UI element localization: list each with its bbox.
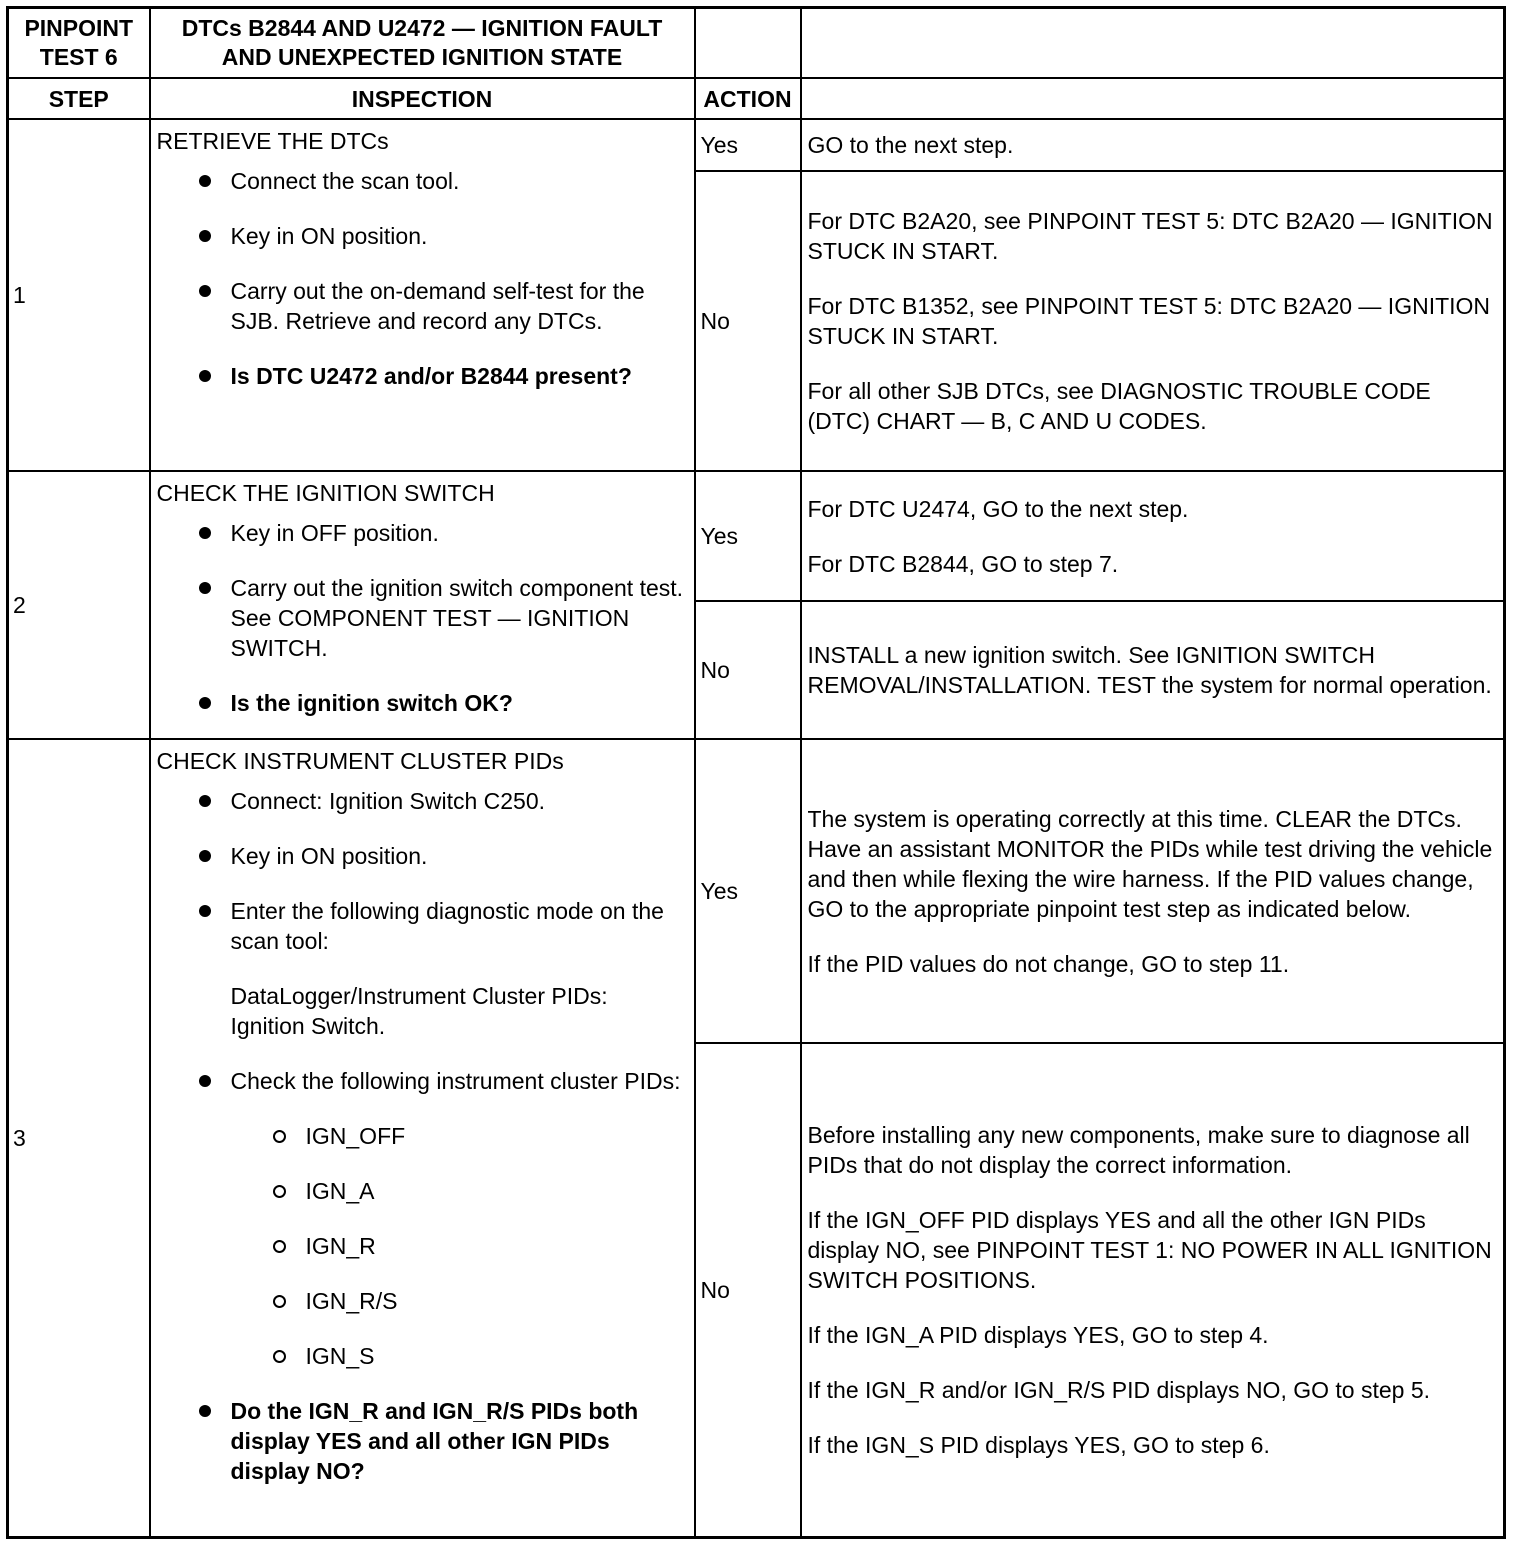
col-action-header: ACTION <box>695 78 801 119</box>
bullet-list <box>157 166 688 391</box>
answer-no: No <box>695 1043 801 1537</box>
action-yes <box>801 739 1505 1043</box>
list-item: Connect the scan tool. <box>231 166 688 196</box>
action-text: If the IGN_OFF PID displays YES and all the other IGN PIDs display NO, see PINPOINT TEST 1: NO POWER IN ALL IGNITION SWITCH POSITIONS. <box>807 1206 1492 1293</box>
action-text: If the IGN_S PID displays YES, GO to step 6. <box>807 1431 1270 1458</box>
circle-bullet-icon <box>273 1185 286 1198</box>
bullet-dot-icon <box>199 905 211 917</box>
list-item: Key in OFF position. <box>231 518 688 548</box>
pid-item: IGN_A <box>306 1176 688 1206</box>
action-text: The system is operating correctly at this time. CLEAR the DTCs. Have an assistant MONITOR the PIDs while test driving the vehicle and then while flexing the wire harness. If the PID values change, GO to the appropriate pinpoint test step as indicated below. <box>807 805 1493 922</box>
step-title: CHECK INSTRUMENT CLUSTER PIDs <box>156 748 564 774</box>
action-text: For DTC B2A20, see PINPOINT TEST 5: DTC B2A20 — IGNITION STUCK IN START. <box>807 208 1493 264</box>
action-text: For all other SJB DTCs, see DIAGNOSTIC TROUBLE CODE (DTC) CHART — B, C AND U CODES. <box>807 378 1431 434</box>
action-yes <box>801 119 1505 171</box>
list-item: Check the following instrument cluster PIDs: IGN_OFF IGN_A IGN_R IGN_R/S IGN_S <box>231 1066 688 1371</box>
answer-yes: Yes <box>695 119 801 171</box>
list-item: Key in ON position. <box>231 841 688 871</box>
bullet-list <box>157 518 688 718</box>
answer-yes: Yes <box>695 471 801 601</box>
step-number: 3 <box>8 739 150 1537</box>
answer-no: No <box>695 601 801 739</box>
pid-item: IGN_S <box>306 1341 688 1371</box>
list-item: Enter the following diagnostic mode on the scan tool: DataLogger/Instrument Cluster PIDs: Ignition Switch. <box>231 896 688 1041</box>
pinpoint-test-table <box>6 6 1506 1539</box>
mode-detail: DataLogger/Instrument Cluster PIDs: Ignition Switch. <box>230 983 608 1039</box>
test-title: DTCs B2844 AND U2472 — IGNITION FAULT AND UNEXPECTED IGNITION STATE <box>150 8 695 79</box>
action-text: For DTC B1352, see PINPOINT TEST 5: DTC B2A20 — IGNITION STUCK IN START. <box>807 293 1491 349</box>
list-item: Carry out the on-demand self-test for the SJB. Retrieve and record any DTCs. <box>231 276 688 336</box>
header-empty-action <box>695 8 801 79</box>
answer-yes: Yes <box>695 739 801 1043</box>
bullet-dot-icon <box>199 527 211 539</box>
action-text: If the PID values do not change, GO to step 11. <box>807 950 1290 977</box>
test-label: PINPOINT TEST 6 <box>8 8 150 79</box>
header-row-title <box>8 8 1505 79</box>
action-text: If the IGN_A PID displays YES, GO to step 4. <box>807 1321 1269 1348</box>
action-no <box>801 601 1505 739</box>
step-question: Is DTC U2472 and/or B2844 present? <box>231 361 688 391</box>
action-text: INSTALL a new ignition switch. See IGNITION SWITCH REMOVAL/INSTALLATION. TEST the system for normal operation. <box>807 642 1492 698</box>
action-text: GO to the next step. <box>807 132 1014 158</box>
bullet-list <box>157 786 688 1486</box>
step-question: Do the IGN_R and IGN_R/S PIDs both display YES and all other IGN PIDs display NO? <box>231 1396 688 1486</box>
step-2-yes-row <box>8 471 1505 601</box>
step-question: Is the ignition switch OK? <box>231 688 688 718</box>
bullet-dot-icon <box>199 850 211 862</box>
bullet-dot-icon <box>199 1405 211 1417</box>
col-inspection-header: INSPECTION <box>150 78 695 119</box>
bullet-dot-icon <box>199 175 211 187</box>
step-number: 1 <box>8 119 150 471</box>
bullet-dot-icon <box>199 370 211 382</box>
header-row-columns <box>8 78 1505 119</box>
action-text: For DTC U2474, GO to the next step. <box>807 495 1189 522</box>
pid-list <box>231 1121 688 1371</box>
step-3-yes-row <box>8 739 1505 1043</box>
circle-bullet-icon <box>273 1240 286 1253</box>
step-title: CHECK THE IGNITION SWITCH <box>156 480 495 506</box>
pid-item: IGN_R/S <box>306 1286 688 1316</box>
circle-bullet-icon <box>273 1350 286 1363</box>
step-inspection <box>150 471 695 739</box>
list-item: Carry out the ignition switch component test. See COMPONENT TEST — IGNITION SWITCH. <box>231 573 688 663</box>
bullet-dot-icon <box>199 697 211 709</box>
step-1-yes-row <box>8 119 1505 171</box>
circle-bullet-icon <box>273 1295 286 1308</box>
col-result-header <box>801 78 1505 119</box>
col-step-header: STEP <box>8 78 150 119</box>
step-inspection <box>150 739 695 1537</box>
step-title: RETRIEVE THE DTCs <box>156 128 389 154</box>
bullet-dot-icon <box>199 285 211 297</box>
action-text: If the IGN_R and/or IGN_R/S PID displays NO, GO to step 5. <box>807 1376 1431 1403</box>
list-item: Connect: Ignition Switch C250. <box>231 786 688 816</box>
bullet-dot-icon <box>199 795 211 807</box>
circle-bullet-icon <box>273 1130 286 1143</box>
action-text: Before installing any new components, make sure to diagnose all PIDs that do not display the correct information. <box>807 1121 1470 1178</box>
pid-item: IGN_R <box>306 1231 688 1261</box>
action-text: For DTC B2844, GO to step 7. <box>807 550 1119 577</box>
bullet-dot-icon <box>199 1075 211 1087</box>
bullet-dot-icon <box>199 230 211 242</box>
header-empty-result <box>801 8 1505 79</box>
action-no <box>801 171 1505 471</box>
step-number: 2 <box>8 471 150 739</box>
action-no <box>801 1043 1505 1537</box>
answer-no: No <box>695 171 801 471</box>
bullet-dot-icon <box>199 582 211 594</box>
pid-item: IGN_OFF <box>306 1121 688 1151</box>
list-item: Key in ON position. <box>231 221 688 251</box>
action-yes <box>801 471 1505 601</box>
step-inspection <box>150 119 695 471</box>
